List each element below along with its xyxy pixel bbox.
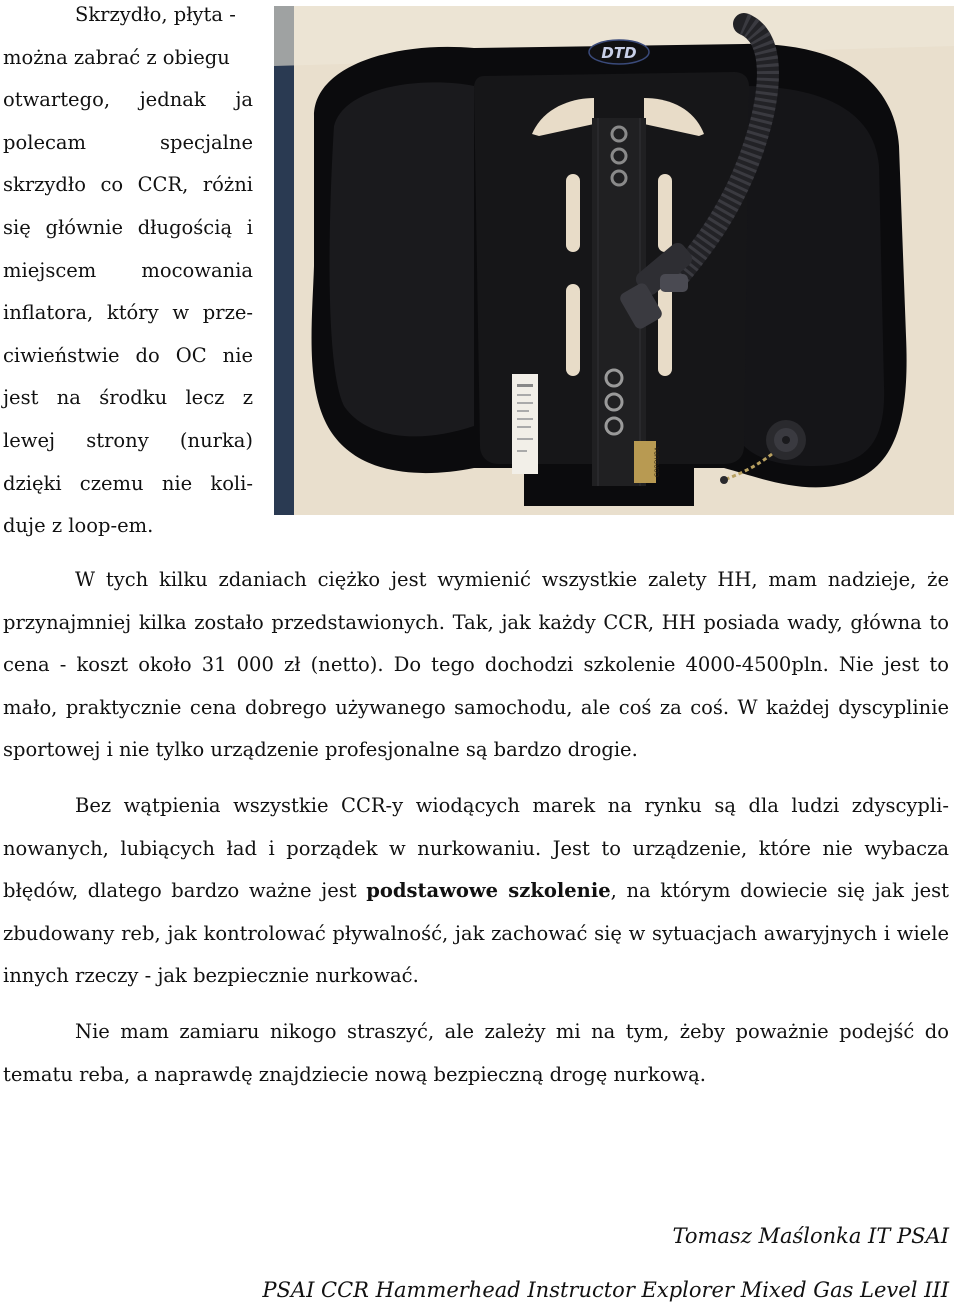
- side-text-line: można zabrać z obiegu: [3, 45, 230, 69]
- paragraph-closing: Nie mam zamiaru nikogo straszyć, ale zależy mi na tym, żeby poważnie podejść do tematu reba, a naprawdę znajdziecie nową bezpieczną drogę nurkową.: [3, 1020, 949, 1086]
- wing-photo-drawing: [274, 6, 954, 515]
- photo-left-edge: [274, 6, 294, 515]
- plate-slot: [658, 174, 672, 252]
- bold-phrase: podstawowe szkolenie: [366, 879, 611, 903]
- signature-title: PSAI CCR Hammerhead Instructor Explorer Mixed Gas Level III: [262, 1278, 949, 1302]
- cordura-tag: [634, 441, 656, 483]
- plate-slot: [566, 174, 580, 252]
- side-text-line: jest na środku lecz z: [3, 386, 253, 410]
- side-text-line: otwartego, jednak ja: [3, 88, 253, 112]
- side-text-line: lewej strony (nurka): [3, 428, 253, 452]
- side-text-line: ciwieństwie do OC nie: [3, 343, 253, 367]
- side-text-line: miejscem mocowania: [3, 258, 253, 282]
- side-text-line: Skrzydło, płyta -: [75, 3, 236, 26]
- side-text-line: polecam specjalne: [3, 130, 253, 154]
- side-text-line: skrzydło co CCR, różni: [3, 173, 253, 197]
- side-text-column: [3, 0, 253, 548]
- brand-label: DTD: [601, 44, 637, 62]
- paragraph-training: Bez wątpienia wszystkie CCR-y wiodących marek na rynku są dla ludzi zdyscyplinowanych, lubiących ład i porządek w nurkowaniu. Jest to urządzenie, które nie wybacza błędów, dlatego bardzo ważne jest podstawowe szkolenie, na którym dowiecie się jak jest zbudowany reb, jak kontrolować pływalność, jak zachować się w sytuacjach awaryjnych i wiele innych rzeczy - jak bezpiecznie nurkować.: [3, 794, 950, 988]
- wing-photo: [274, 6, 954, 515]
- left-lobe: [330, 82, 474, 436]
- side-text-line: duje z loop-em.: [3, 514, 154, 538]
- side-text-line: się głównie długością i: [3, 215, 253, 239]
- signature-name: Tomasz Maślonka IT PSAI: [672, 1224, 949, 1248]
- plate-slot: [658, 284, 672, 376]
- plate-slot: [566, 284, 580, 376]
- cordura-tag-label: CORDURA: [654, 446, 661, 478]
- side-text-line: dzięki czemu nie koli-: [3, 471, 253, 495]
- care-label: [512, 374, 538, 474]
- paragraph-cost: W tych kilku zdaniach ciężko jest wymienić wszystkie zalety HH, mam nadzieje, że przynajmniej kilka zostało przedstawionych. Tak, jak każdy CCR, HH posiada wady, główna to cena - koszt około 31 000 zł (netto). Do tego dochodzi szkolenie 4000-4500pln. Nie jest to mało, praktycznie cena dobrego używanego samochodu, ale coś za coś. W każdej dyscyplinie sportowej i nie tylko urządzenie profesjonalne są bardzo drogie.: [3, 568, 949, 762]
- side-text-line: inflatora, który w prze-: [3, 301, 253, 325]
